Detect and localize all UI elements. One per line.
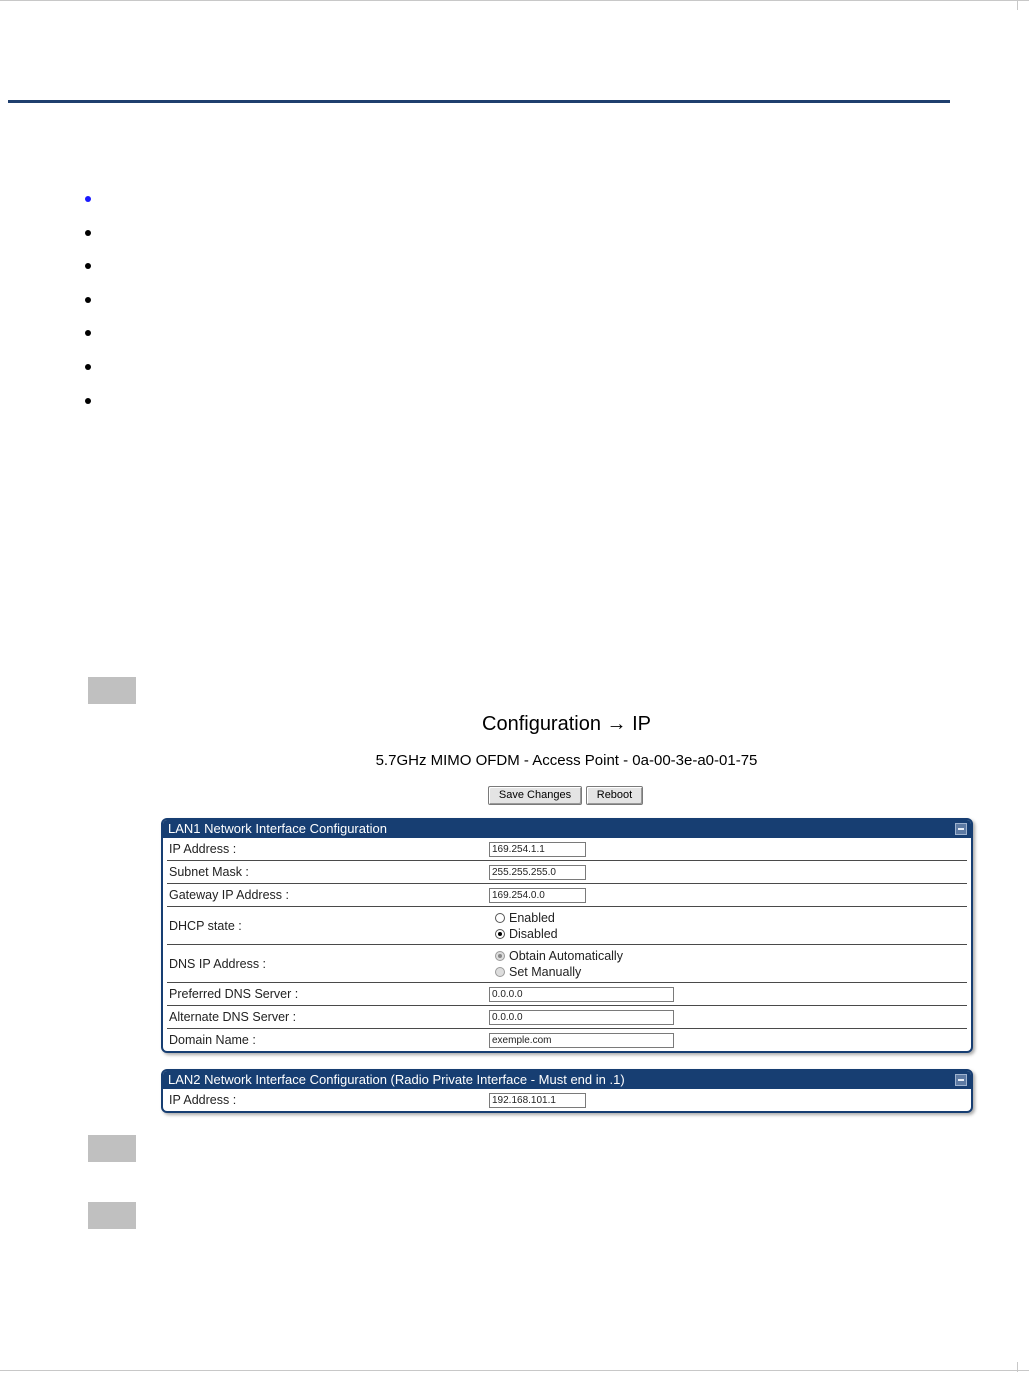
option-label: Set Manually bbox=[509, 964, 582, 979]
bottom-rule-tick bbox=[1017, 1362, 1018, 1372]
bullet-icon bbox=[85, 330, 91, 336]
alternate-dns-row bbox=[167, 1006, 967, 1029]
page-title: Configuration → IP bbox=[482, 713, 651, 735]
panel-header bbox=[163, 820, 971, 838]
bullet-icon bbox=[85, 364, 91, 370]
bullet-icon bbox=[85, 398, 91, 404]
bullet-icon bbox=[85, 230, 91, 236]
lan2-config-panel bbox=[161, 1069, 973, 1113]
field-label: Alternate DNS Server : bbox=[169, 1010, 297, 1024]
radio-button[interactable] bbox=[495, 951, 505, 961]
preferred-dns-row bbox=[167, 983, 967, 1006]
bullet-icon bbox=[85, 263, 91, 269]
ip-address-input[interactable] bbox=[489, 842, 586, 857]
action-buttons bbox=[488, 786, 643, 805]
reboot-button[interactable]: Reboot bbox=[586, 786, 643, 805]
dns-obtain-auto-option[interactable] bbox=[495, 948, 623, 964]
preferred-dns-input[interactable] bbox=[489, 987, 674, 1002]
lan2-ip-address-input[interactable] bbox=[489, 1093, 586, 1108]
lan2-ip-address-row bbox=[167, 1089, 967, 1111]
dns-set-manually-option[interactable] bbox=[495, 964, 623, 980]
gateway-ip-input[interactable] bbox=[489, 888, 586, 903]
field-label: DNS IP Address : bbox=[169, 956, 267, 971]
domain-name-input[interactable] bbox=[489, 1033, 674, 1048]
radio-button[interactable] bbox=[495, 967, 505, 977]
save-changes-button[interactable]: Save Changes bbox=[488, 786, 582, 805]
collapse-icon[interactable] bbox=[955, 823, 967, 835]
field-label: DHCP state : bbox=[169, 918, 242, 933]
top-rule bbox=[0, 0, 1029, 1]
lan1-config-panel bbox=[161, 818, 973, 1053]
field-label: IP Address : bbox=[169, 842, 237, 856]
subnet-mask-row bbox=[167, 861, 967, 884]
field-label: Domain Name : bbox=[169, 1033, 256, 1047]
step-marker bbox=[88, 677, 136, 704]
step-marker bbox=[88, 1135, 136, 1162]
alternate-dns-input[interactable] bbox=[489, 1010, 674, 1025]
option-label: Disabled bbox=[509, 926, 558, 941]
bullet-icon bbox=[85, 196, 91, 202]
option-label: Obtain Automatically bbox=[509, 948, 623, 963]
field-label: Gateway IP Address : bbox=[169, 888, 289, 902]
field-label: Subnet Mask : bbox=[169, 865, 249, 879]
dhcp-state-row bbox=[167, 907, 967, 945]
panel-title: LAN2 Network Interface Configuration (Radio Private Interface - Must end in .1) bbox=[168, 1072, 625, 1087]
domain-name-row bbox=[167, 1029, 967, 1051]
bottom-rule bbox=[0, 1370, 1029, 1371]
radio-button[interactable] bbox=[495, 929, 505, 939]
radio-button[interactable] bbox=[495, 913, 505, 923]
dhcp-enabled-option[interactable] bbox=[495, 910, 558, 926]
bullet-icon bbox=[85, 297, 91, 303]
device-subtitle: 5.7GHz MIMO OFDM - Access Point - 0a-00-3e-a0-01-75 bbox=[375, 752, 758, 769]
field-label: IP Address : bbox=[169, 1093, 237, 1107]
dhcp-disabled-option[interactable] bbox=[495, 926, 558, 942]
collapse-icon[interactable] bbox=[955, 1074, 967, 1086]
dns-ip-row bbox=[167, 945, 967, 983]
section-divider bbox=[8, 100, 950, 103]
option-label: Enabled bbox=[509, 910, 555, 925]
panel-title: LAN1 Network Interface Configuration bbox=[168, 821, 387, 836]
gateway-row bbox=[167, 884, 967, 907]
top-rule-tick bbox=[1017, 0, 1018, 10]
step-marker bbox=[88, 1202, 136, 1229]
subnet-mask-input[interactable] bbox=[489, 865, 586, 880]
field-label: Preferred DNS Server : bbox=[169, 987, 299, 1001]
panel-header bbox=[163, 1071, 971, 1089]
ip-address-row bbox=[167, 838, 967, 861]
